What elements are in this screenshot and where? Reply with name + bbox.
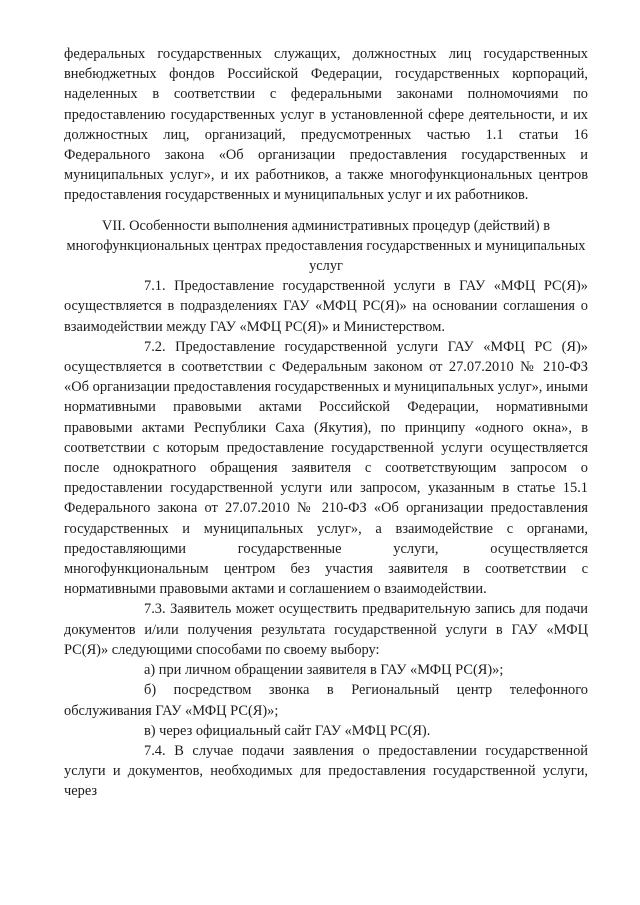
list-item-b: б) посредством звонка в Региональный центр телефонного обслуживания ГАУ «МФЦ РС(Я)»;: [64, 682, 588, 719]
list-item-a: а) при личном обращении заявителя в ГАУ «МФЦ РС(Я)»;: [144, 662, 504, 679]
paragraph-7-3: 7.3. Заявитель может осуществить предварительную запись для подачи документов и/или получения результата государственной услуги в ГАУ «МФЦ РС(Я)» следующими способами по своему выбору:: [64, 601, 588, 658]
paragraph-7-2: 7.2. Предоставление государственной услуги ГАУ «МФЦ РС (Я)» осуществляется в соответствии с Федеральным законом от 27.07.2010 № 210-ФЗ «Об организации предоставления государственных и муниципальных услуг», иными нормативными правовыми актами Российской Федерации, нормативными правовыми актами Республики Саха (Якутия), по принципу «одного окна», в соответствии с которым предоставление государственной услуги осуществляется после однократного обращения заявителя с соответствующим запросом о предоставлении государственной услуги или запросом, указанным в статье 15.1 Федерального закона от 27.07.2010 № 210-ФЗ «Об организации предоставления государственных и муниципальных услуг», а взаимодействие с органами, предоставляющими государственные услуги, осуществляется многофункциональным центром без участия заявителя в соответствии с нормативными правовыми актами и соглашением о взаимодействии.: [64, 338, 588, 598]
paragraph-7-4: 7.4. В случае подачи заявления о предоставлении государственной услуги и документов, необходимых для предоставления государственной услуги, через: [64, 742, 588, 800]
continuation-paragraph: федеральных государственных служащих, должностных лиц государственных внебюджетных фондов Российской Федерации, государственных корпораций, наделенных в соответствии с федеральными законами полномочиями по предоставлению государственных услуг в установленной сфере деятельности, и их должностных лиц, организаций, предусмотренных частью 1.1 статьи 16 Федерального закона «Об организации предоставления государственных и муниципальных услуг», и их работников, а также многофункциональных центров предоставления государственных и муниципальных услуг и их работников.: [64, 46, 588, 204]
list-item-c: в) через официальный сайт ГАУ «МФЦ РС(Я).: [144, 722, 431, 739]
section-heading: VII. Особенности выполнения административных процедур (действий) в многофункциональных центрах предоставления государственных и муниципальных услуг: [66, 217, 586, 275]
paragraph-7-1: 7.1. Предоставление государственной услуги в ГАУ «МФЦ РС(Я)» осуществляется в подразделениях ГАУ «МФЦ РС(Я)» на основании соглашения о взаимодействии между ГАУ «МФЦ РС(Я)» и Министерством.: [64, 278, 588, 335]
